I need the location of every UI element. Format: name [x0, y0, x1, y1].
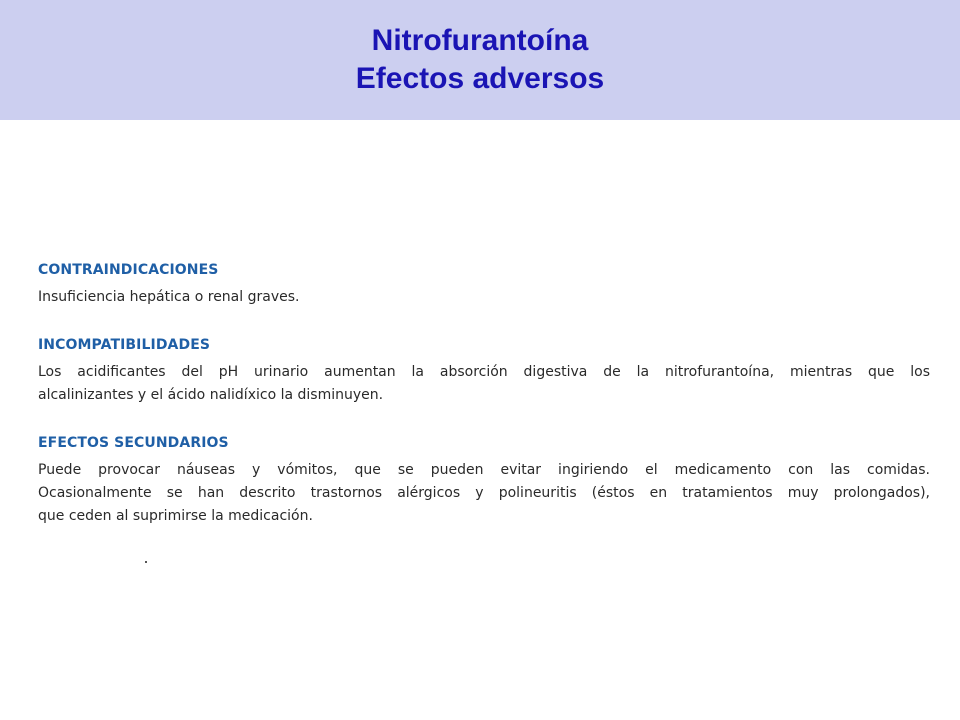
section-heading: EFECTOS SECUNDARIOS — [38, 435, 229, 451]
text-line: Puede provocar náuseas y vómitos, que se pueden evitar ingiriendo el medicamento con las comidas. — [38, 462, 930, 478]
text-line: Ocasionalmente se han descrito trastornos alérgicos y polineuritis (éstos en tratamientos muy prolongados), — [38, 485, 930, 501]
slide-title: Nitrofurantoína — [371, 24, 589, 57]
text-line: que ceden al suprimirse la medicación. — [38, 508, 313, 524]
section-text — [38, 361, 930, 407]
section-heading: CONTRAINDICACIONES — [38, 262, 219, 278]
section-contraindicaciones — [38, 260, 930, 309]
section-text — [38, 286, 930, 309]
section-heading: INCOMPATIBILIDADES — [38, 337, 211, 353]
text-line: Insuficiencia hepática o renal graves. — [38, 289, 300, 305]
section-incompatibilidades — [38, 335, 930, 407]
section-efectos-secundarios — [38, 433, 930, 528]
stray-mark — [145, 561, 147, 563]
slide-subtitle: Efectos adversos — [355, 62, 605, 95]
text-line: Los acidificantes del pH urinario aumentan la absorción digestiva de la nitrofurantoína, mientras que los — [38, 364, 930, 380]
document-body — [38, 260, 930, 554]
section-text — [38, 459, 930, 528]
title-banner — [0, 0, 960, 120]
text-line: alcalinizantes y el ácido nalidíxico la disminuyen. — [38, 387, 384, 403]
